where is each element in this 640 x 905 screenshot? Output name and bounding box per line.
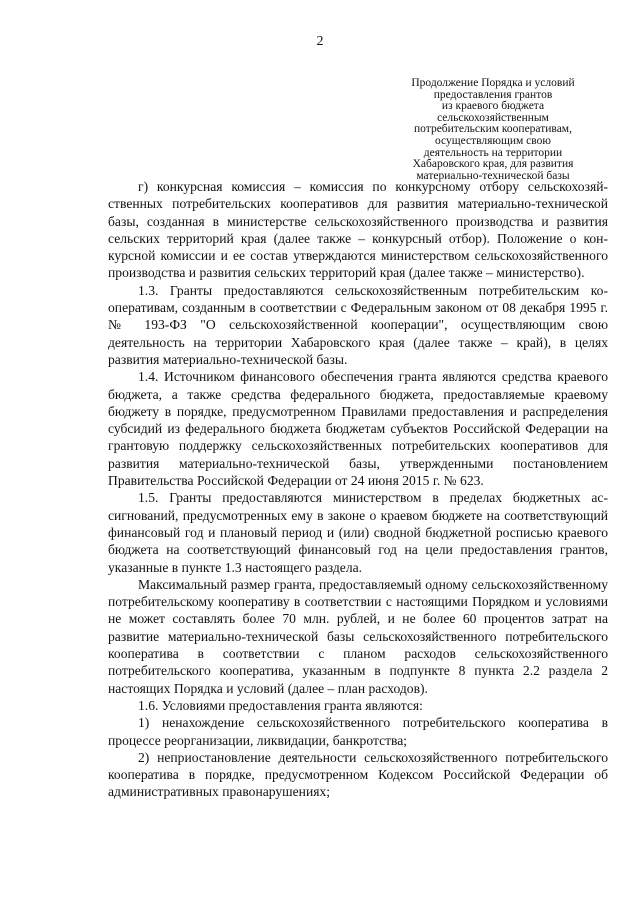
header-note-line: Продолжение Порядка и условий	[411, 77, 575, 89]
header-note-line: деятельность на территории	[423, 146, 563, 159]
paragraph-max-grant: Максимальный размер гранта, предоставляемый одному сельскохозяйственному потребительскому кооперативу в соответствии с настоящими Порядком и условиями не может составлять более 70 млн. рублей, и не более 60 процентов затрат на развитие материально-технической базы сельскохозяйственного потребительского кооператива в соответствии с планом расходов сельскохозяйственного потребительского кооператива, указанным в подпункте 8 пункта 2.2 раздела 2 настоящих Порядка и условий (далее – план расходов).	[108, 576, 608, 696]
page-number: 2	[316, 34, 324, 49]
paragraph-condition-1: 1) ненахождение сельскохозяйственного потребительского кооператива в процессе реорганизации, ликвидации, банкротства;	[108, 715, 608, 748]
header-note-line: из краевого бюджета	[441, 100, 545, 113]
paragraph-condition-2: 2) неприостановление деятельности сельскохозяйственного потребительского кооператива в порядке, предусмотренном Кодексом Российской Федерации об административных правонарушениях;	[108, 749, 608, 800]
paragraph-1-3: 1.3. Гранты предоставляются сельскохозяйственным потребительским кооперативам, созданным в соответствии с Федеральным законом от 08 декабря 1995 г. № 193-ФЗ "О сельскохозяйственной кооперации", осуществляющим свою деятельность на территории Хабаровского края (далее также – край), в целях развития материально-технической базы.	[108, 282, 608, 367]
header-note-line: предоставления грантов	[433, 88, 553, 101]
paragraph-definition-commission: г) конкурсная комиссия – комиссия по конкурсному отбору сельскохозяйственных потребительских кооперативов для развития материально-технической базы, созданная в министерстве сельскохозяйственного производства и развития сельских территорий края (далее также – конкурсный отбор). Положение о конкурсной комиссии и ее состав утверждаются министерством сельскохозяйственного производства и развития сельских территорий края (далее также – министерство).	[108, 179, 608, 281]
header-note-line: осуществляющим свою	[435, 134, 551, 147]
header-note	[398, 78, 588, 182]
header-note-line: потребительским кооперативам,	[414, 123, 572, 136]
paragraph-1-4: 1.4. Источником финансового обеспечения гранта являются средства краевого бюджета, а также средства федерального бюджета, предоставляемые краевому бюджету в порядке, предусмотренном Правилами предоставления и распределения субсидий из федерального бюджета бюджетам субъектов Российской Федерации на грантовую поддержку сельскохозяйственных потребительских кооперативов для развития материально-технической базы, утвержденными постановлением Правительства Российской Федерации от 24 июня 2015 г. № 623.	[108, 369, 608, 489]
header-note-line: сельскохозяйственным	[437, 111, 549, 124]
paragraph-1-6: 1.6. Условиями предоставления гранта являются:	[138, 697, 423, 713]
header-note-line: Хабаровского края, для развития	[412, 158, 574, 171]
document-body	[108, 178, 608, 801]
paragraph-1-5: 1.5. Гранты предоставляются министерством в пределах бюджетных ассигнований, предусмотренных ему в законе о краевом бюджете на соответствующий финансовый год и плановый период и (или) сводной бюджетной росписью краевого бюджета на соответствующий финансовый год на цели предоставления грантов, указанные в пункте 1.3 настоящего раздела.	[108, 490, 608, 575]
header-note-line: материально-технической базы	[416, 169, 570, 182]
